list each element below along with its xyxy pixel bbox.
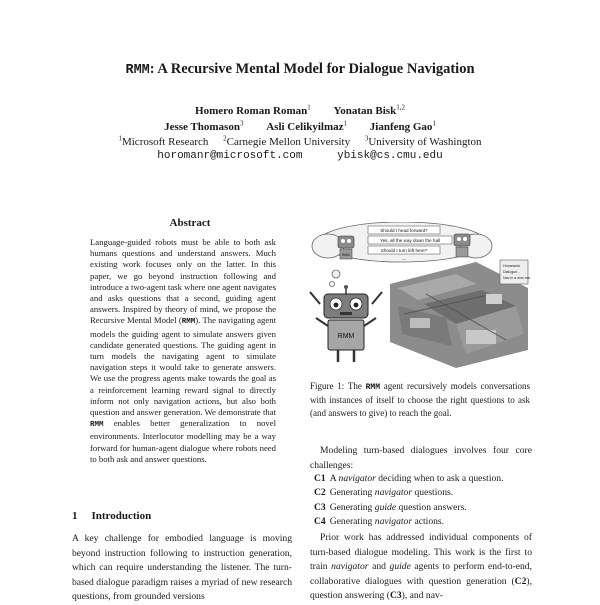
title-code: RMM [125, 63, 150, 78]
abstract-body [90, 237, 276, 465]
affiliations [0, 134, 600, 148]
email: horomanr@microsoft.com [157, 150, 303, 162]
challenges-intro: Modeling turn-based dialogues involves four core challenges: [310, 445, 532, 471]
email: ybisk@cs.cmu.edu [337, 150, 443, 162]
abstract-code: RMM [90, 421, 104, 430]
small-robot-label: RMM [342, 253, 350, 257]
authors-line-2 [0, 119, 600, 133]
list-item [314, 501, 534, 515]
panel-line: Dialogue... [503, 270, 521, 274]
para-ref: C2 [514, 575, 527, 587]
title-text: : A Recursive Mental Model for Dialogue Navigation [149, 61, 475, 77]
challenge-text: Generating [329, 487, 375, 499]
para-em: guide [389, 561, 411, 573]
para-text: agents to perform end-to-end, collaborative dialogues with question generation ( [310, 561, 533, 587]
challenge-em: navigator [374, 515, 413, 527]
author-affil-mark: 1 [343, 119, 348, 127]
panel-line: Homework [503, 264, 521, 268]
affiliation: Microsoft Research [121, 135, 209, 148]
caption-code: RMM [365, 383, 381, 392]
abstract-text: Language-guided robots must be able to both ask humans questions and understand answers. Much existing work focuses only on the latter. In this paper, we go beyond instruction following and introduce a two-agent task where one agent navigates and asks questions that a second, guiding agent answers. Inspired by theory of mind, we propose the Recursive Mental Model ( [90, 237, 276, 326]
para-text: Prior work has addressed individual components of turn-based dialogue modeling. This work is the first to train [310, 532, 532, 573]
para-ref: C3 [389, 590, 402, 602]
dialogue-line: Should I turn left here? [380, 248, 428, 253]
challenges-list [314, 472, 534, 529]
para-text: and [368, 561, 390, 573]
author-affil-mark: 1 [307, 103, 311, 111]
author-name: Yonatan Bisk [333, 104, 397, 117]
challenge-em: navigator [374, 487, 413, 499]
paper-title [0, 61, 600, 78]
author-name: Jesse Thomason [164, 120, 240, 133]
challenge-id: C4 [314, 515, 326, 527]
dialogue-line: Should I head forward? [380, 228, 428, 233]
challenge-text: Generating [329, 515, 375, 527]
info-panel [500, 260, 530, 284]
challenge-em: navigator [338, 473, 376, 484]
caption-text: Figure 1: The [310, 381, 366, 391]
challenge-text: questions. [412, 487, 454, 499]
para-em: navigator [331, 561, 369, 573]
list-item [314, 472, 534, 486]
author-name: Homero Roman Roman [195, 104, 308, 117]
affil-mark: 3 [364, 134, 369, 142]
author-name: Asli Celikyilmaz [266, 120, 344, 133]
affiliation: University of Washington [368, 135, 482, 148]
dialogue-line: Yes, all the way down the hall [379, 238, 441, 243]
affil-mark: 2 [223, 134, 227, 142]
affil-mark: 1 [118, 134, 122, 142]
challenge-id: C3 [314, 501, 326, 513]
challenge-id: C1 [314, 473, 326, 484]
abstract-heading: Abstract [169, 217, 211, 229]
figure-1 [306, 222, 530, 370]
author-name: Jianfeng Gao [369, 120, 433, 133]
abstract-text: enables better generalization to novel environments. Interlocutor modelling may be a way forward for human-agent dialogue where robots need to both ask and answer questions. [90, 418, 276, 464]
section-number: 1 [72, 510, 78, 522]
section-heading [72, 510, 151, 522]
abstract-text: ). The navigating agent models the guiding agent to simulate answers given candidate generated questions. The guiding agent in turn models the navigating agent to simulate navigation steps it would take to generate answers. We use the progress agents make towards the goal as a reinforcement learning reward signal to directly inform not only navigation actions, but also both question and answer generation. We demonstrate that [90, 315, 276, 418]
robot-label: RMM [337, 333, 355, 340]
abstract-code: RMM [181, 318, 196, 327]
author-affil-mark: 1,2 [396, 103, 405, 111]
challenge-text: Generating [329, 501, 375, 513]
small-robot-left [338, 236, 354, 259]
challenge-text: question answers. [396, 501, 467, 513]
authors-line-1 [0, 103, 600, 117]
dialogue-ellipsis: ... [401, 256, 407, 262]
list-item [314, 486, 534, 500]
robot-navigator [310, 285, 382, 362]
challenge-id: C2 [314, 487, 326, 499]
challenge-text: deciding when to ask a question. [375, 473, 504, 484]
affiliation: Carnegie Mellon University [226, 135, 351, 148]
challenge-text: A [329, 473, 339, 484]
emails [0, 150, 600, 162]
author-affil-mark: 1 [432, 119, 436, 127]
author-affil-mark: 3 [239, 119, 244, 127]
figure-caption [310, 380, 530, 419]
panel-line: Nav in a new map [503, 276, 530, 280]
para-text: ), and nav- [401, 590, 443, 602]
challenge-text: actions. [412, 515, 445, 527]
section-title: Introduction [91, 510, 152, 522]
list-item [314, 515, 534, 529]
caption-text: agent recursively models conversations with instances of itself to choose the right questions to ask (and answers to give) to reach the goal. [310, 381, 530, 418]
prior-work-paragraph [310, 531, 532, 604]
intro-paragraph: A key challenge for embodied language is moving beyond instruction following to instruction generation, which can require understanding the listener. The turn-based dialogue paradigm raises a myriad of new research questions, from grounded versions [72, 533, 292, 603]
para-text: ), question answering ( [310, 575, 532, 602]
challenge-em: guide [374, 501, 397, 513]
figure-illustration [306, 222, 530, 370]
small-robot-right [454, 234, 470, 257]
